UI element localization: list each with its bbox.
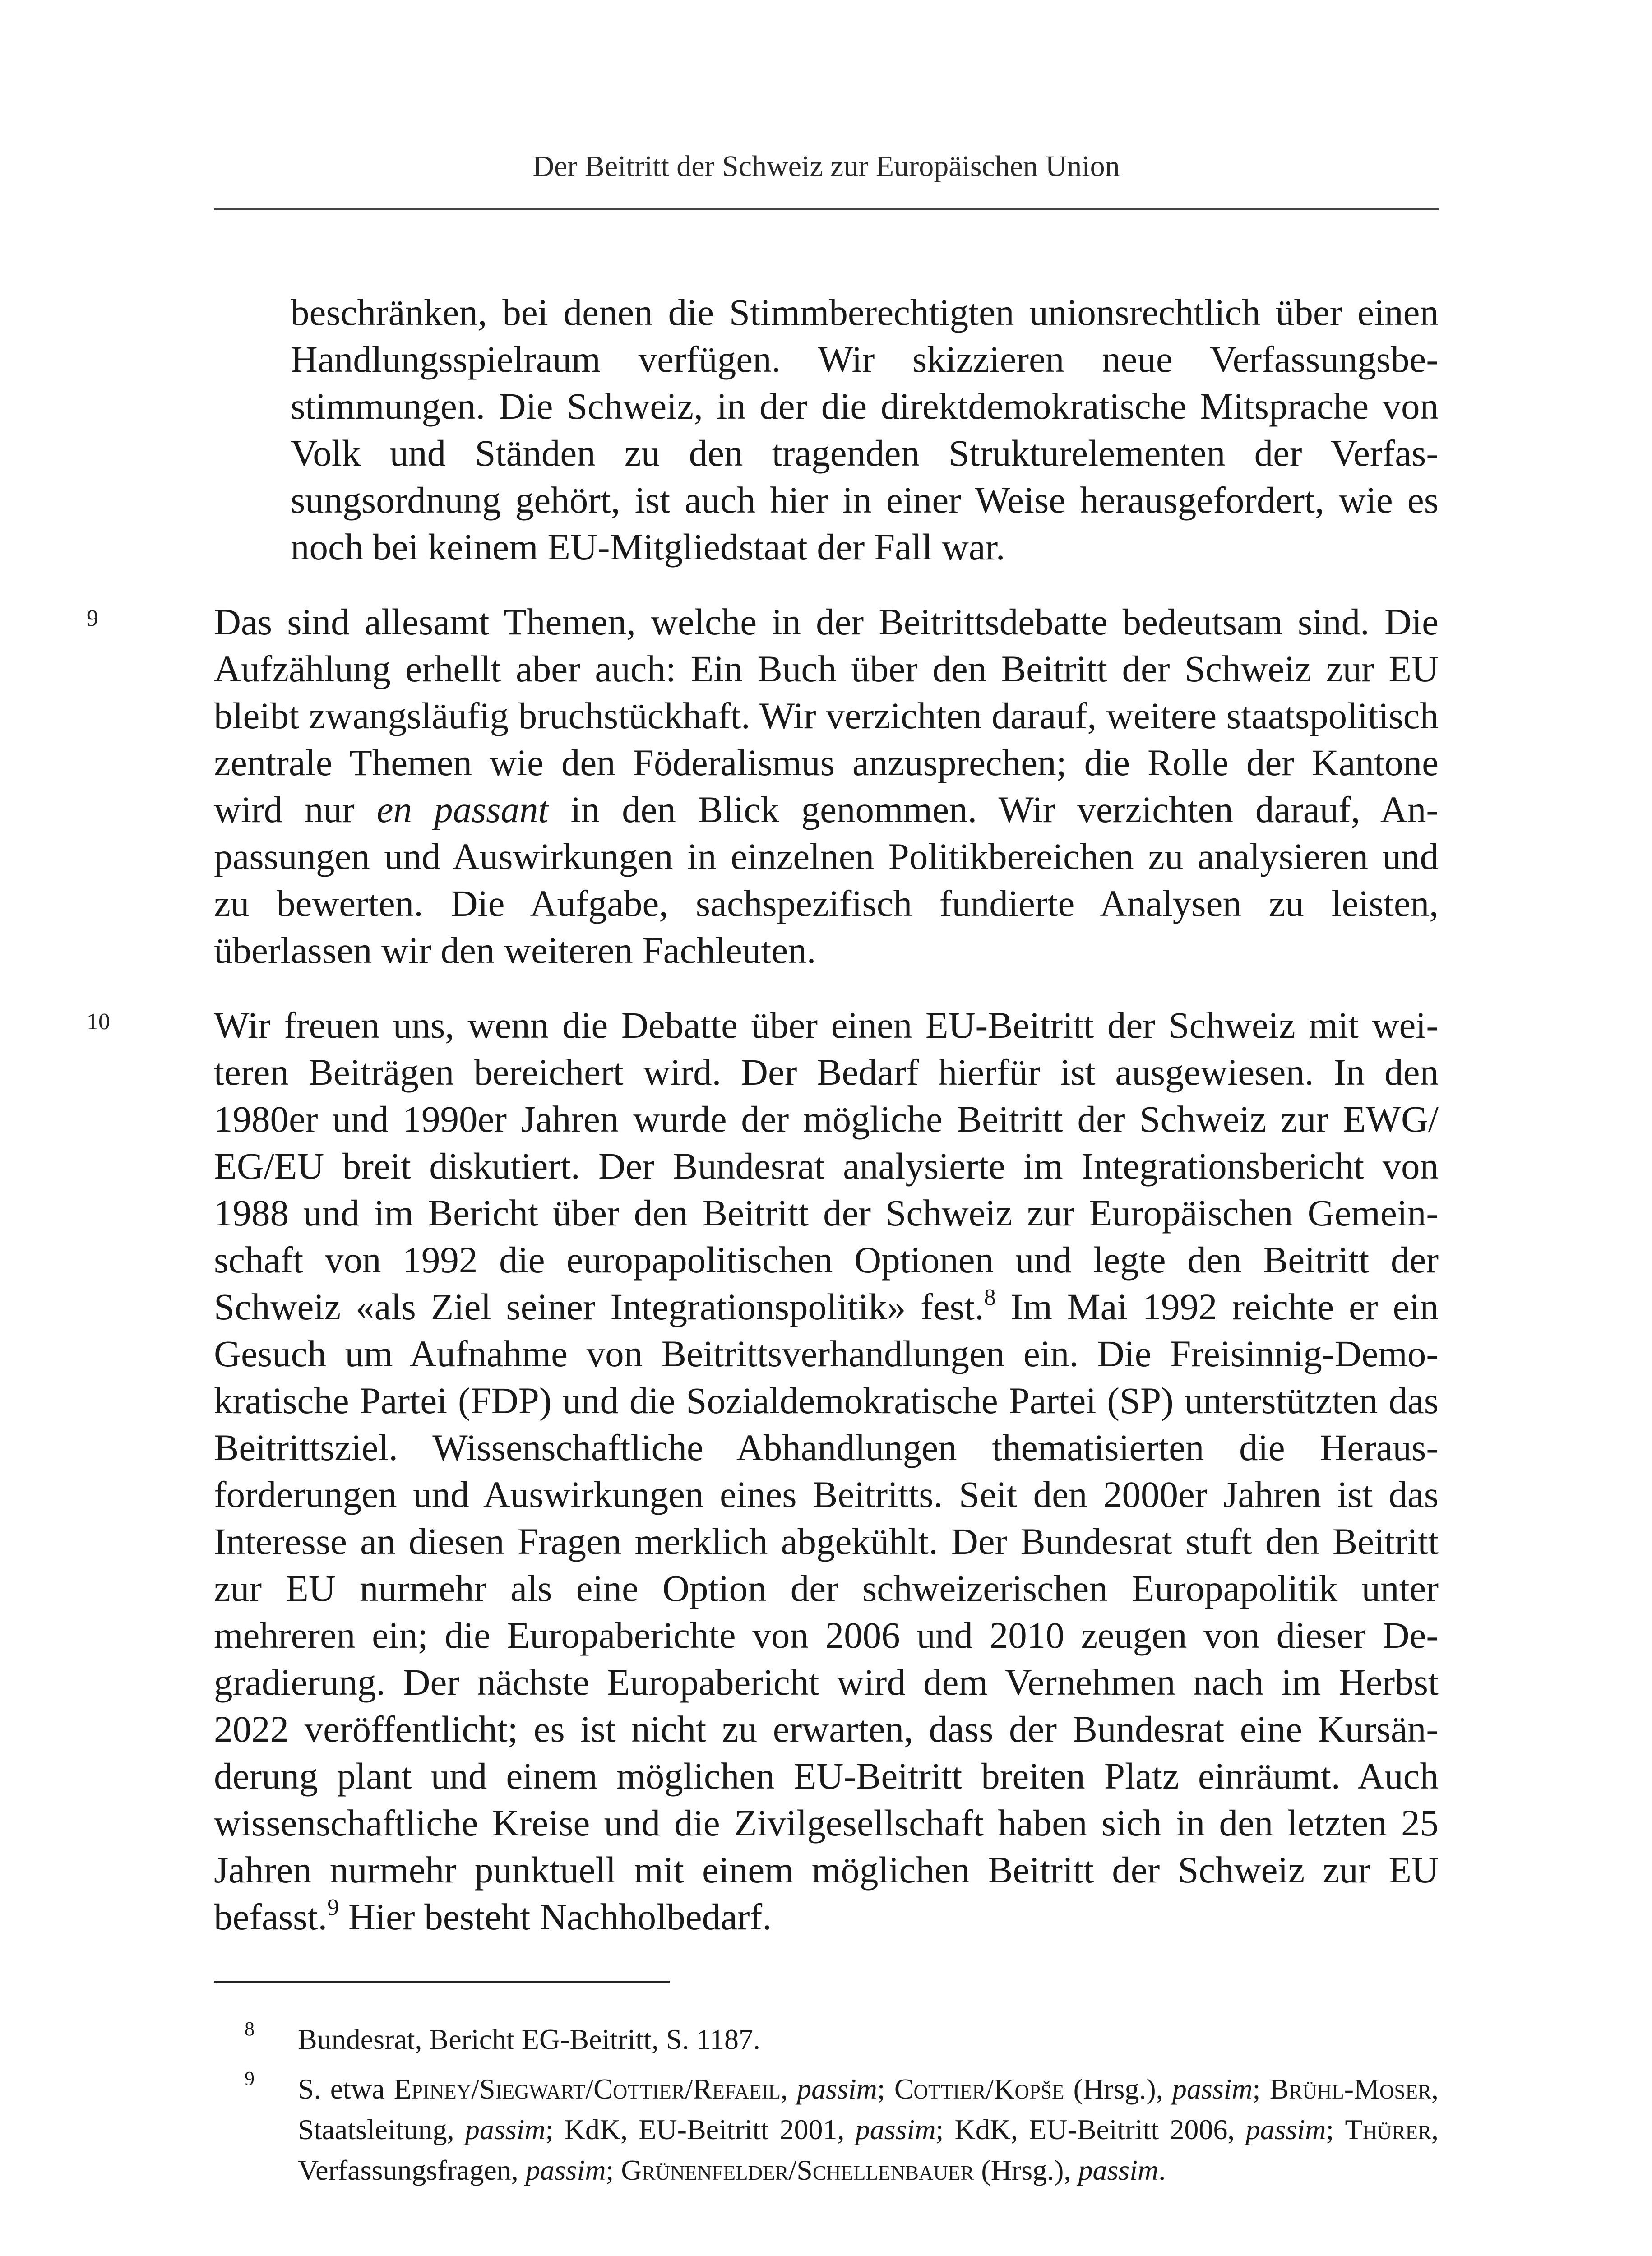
author-names: Cottier/Kopše bbox=[894, 2073, 1064, 2105]
author-names: Grünenfelder/Schellenbauer bbox=[621, 2154, 974, 2186]
footnote-text-segment: (Hrsg.), bbox=[974, 2154, 1078, 2186]
body-text bbox=[87, 289, 1439, 1940]
footnote-reference[interactable]: 8 bbox=[984, 1285, 996, 1310]
author-names: Brühl-Moser bbox=[1269, 2073, 1432, 2105]
footnote-text bbox=[298, 2073, 1439, 2186]
footnote-text-segment: ; KdK, EU-Beitritt 2006, bbox=[935, 2113, 1246, 2145]
footnotes bbox=[245, 2019, 1439, 2200]
footnote-text-segment: . bbox=[1158, 2154, 1166, 2186]
footnote-number: 8 bbox=[245, 2018, 255, 2040]
footnote-text-segment: ; bbox=[1326, 2113, 1345, 2145]
paragraph-10 bbox=[87, 1002, 1439, 1940]
author-names: Thürer bbox=[1345, 2113, 1432, 2145]
footnote-text: Bundesrat, Bericht EG-Beitritt, S. 1187. bbox=[298, 2023, 761, 2055]
footnote-text-segment: , bbox=[780, 2073, 797, 2105]
italic-passim: passim bbox=[525, 2154, 606, 2186]
paragraph-text: in den Blick genommen. Wir verzichten darauf, Anpassungen und Auswirkungen in einzelnen Politikbereichen zu analysieren und zu bewerten. Die Aufgabe, sachspezifisch fundierte Analysen zu leisten, überlassen wir den weiteren Fachleuten. bbox=[214, 789, 1439, 971]
running-head: Der Beitritt der Schweiz zur Europäischen Union bbox=[532, 150, 1120, 183]
footnote-8 bbox=[245, 2019, 1439, 2060]
author-names: Epiney/Siegwart/Cottier/Refaeil bbox=[393, 2073, 781, 2105]
italic-passim: passim bbox=[855, 2113, 936, 2145]
paragraph-number: 10 bbox=[87, 1009, 110, 1035]
footnote-text-segment: ; bbox=[877, 2073, 894, 2105]
paragraph-number: 9 bbox=[87, 606, 98, 631]
header-rule bbox=[214, 208, 1439, 210]
footnote-text-segment: ; bbox=[606, 2154, 621, 2186]
footnote-rule bbox=[214, 1981, 670, 1983]
footnote-number: 9 bbox=[245, 2067, 255, 2090]
paragraph-text: Hier besteht Nachholbedarf. bbox=[339, 1896, 772, 1937]
italic-passim: passim bbox=[465, 2113, 546, 2145]
italic-passim: passim bbox=[797, 2073, 877, 2105]
footnote-text-segment: , Verfassungsfragen, bbox=[298, 2113, 1439, 2186]
paragraph-9 bbox=[87, 598, 1439, 974]
footnote-reference[interactable]: 9 bbox=[327, 1895, 339, 1920]
italic-passim: passim bbox=[1245, 2113, 1326, 2145]
italic-passim: passim bbox=[1078, 2154, 1159, 2186]
footnote-text-segment: , Staatsleitung, bbox=[298, 2073, 1439, 2145]
paragraph-continued: beschränken, bei denen die Stimmberechtigten unionsrechtlich über einen Handlungsspielraum verfügen. Wir skizzieren neue Verfassungsbestimmungen. Die Schweiz, in der die direktdemokratische Mitsprache von Volk und Ständen zu den tragenden Strukturelementen der Verfassungsordnung gehört, ist auch hier in einer Weise herausgefordert, wie es noch bei keinem EU-Mitgliedstaat der Fall war. bbox=[291, 291, 1439, 568]
italic-phrase: en passant bbox=[376, 789, 549, 830]
paragraph-text: Wir freuen uns, wenn die Debatte über einen EU-Beitritt der Schweiz mit weiteren Beiträgen bereichert wird. Der Bedarf hierfür ist ausgewiesen. In den 1980er und 1990er Jahren wurde der mögliche Beitritt der Schweiz zur EWG/ EG/EU breit diskutiert. Der Bundesrat analysierte im Integrationsbericht von 1988 und im Bericht über den Beitritt der Schweiz zur Europäischen Gemeinschaft von 1992 die europapolitischen Optionen und legte den Beitritt der Schweiz «als Ziel seiner Integrationspolitik» fest. bbox=[214, 1004, 1439, 1327]
italic-passim: passim bbox=[1172, 2073, 1253, 2105]
footnote-text-segment: (Hrsg.), bbox=[1064, 2073, 1172, 2105]
footnote-text-segment: ; bbox=[1252, 2073, 1270, 2105]
paragraph-text: Das sind allesamt Themen, welche in der Beitrittsdebatte bedeutsam sind. Die Aufzählung erhellt aber auch: Ein Buch über den Beitritt der Schweiz zur EU bleibt zwangsläufig bruchstückhaft. Wir verzichten darauf, weitere staatspolitisch zentrale Themen wie den Föderalismus anzusprechen; die Rolle der Kantone wird nur bbox=[214, 601, 1439, 830]
footnote-text-segment: ; KdK, EU-Beitritt 2001, bbox=[545, 2113, 856, 2145]
paragraph-text: Im Mai 1992 reichte er ein Gesuch um Aufnahme von Beitrittsverhandlungen ein. Die Freisinnig-Demokratische Partei (FDP) und die Sozialdemokratische Partei (SP) unterstützten das Beitrittsziel. Wissenschaftliche Abhandlungen thematisierten die Herausforderungen und Auswirkungen eines Beitritts. Seit den 2000er Jahren ist das Interesse an diesen Fragen merklich abgekühlt. Der Bundesrat stuft den Beitritt zur EU nurmehr als eine Option der schweizerischen Europapolitik unter mehreren ein; die Europaberichte von 2006 und 2010 zeugen von dieser Degradierung. Der nächste Europabericht wird dem Vernehmen nach im Herbst 2022 veröffentlicht; es ist nicht zu erwarten, dass der Bundesrat eine Kursänderung plant und einem möglichen EU-Beitritt breiten Platz einräumt. Auch wissenschaftliche Kreise und die Zivilgesellschaft haben sich in den letzten 25 Jahren nurmehr punktuell mit einem möglichen Beitritt der Schweiz zur EU befasst. bbox=[214, 1286, 1439, 1937]
footnote-9 bbox=[245, 2069, 1439, 2191]
footnote-text-segment: S. etwa bbox=[298, 2073, 394, 2105]
